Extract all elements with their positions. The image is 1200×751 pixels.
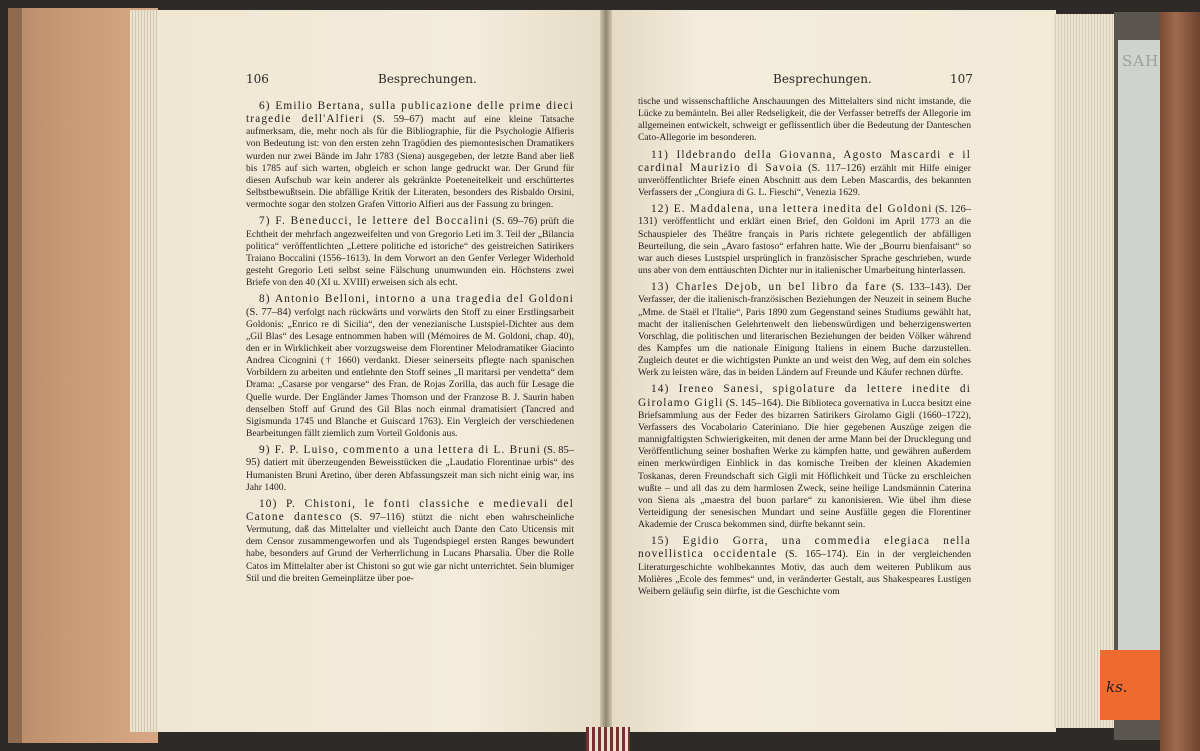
entry-text: verfolgt nach rückwärts und vorwärts den Stoff zu einer Erstlingsarbeit Goldonis: „Enrico re di Sicilia“, den der venezianische Lustspiel-Dichter aus dem „Gil Blas“ des Lesage entnommen haben will (Mémoires de M. Goldoni, chap. 40), den er in Wirklichkeit aber vorzugsweise dem Florentiner Melodramatiker Giacinto Andrea Cicognini († 1660) verdankt. Dieser seinerseits pflegte nach spanischen Vorbildern zu arbeiten und entlehnte den Stoff seines „Il maritarsi per vendetta“ dem Drama: „Casarse por vengarse“ des Fran. de Rojas Zorilla, das auch für Lesage die Quelle wurde. Der Engländer James Thomson und der Franzose B. J. Saurin haben denselben Stoff auf Grund des Gil Blas noch einmal dramatisiert (Tancred and Sigismunda 1745 und Blanche et Guiscard 1763). Ein Vergleich der verschiedenen Bearbeitungen fällt ziemlich zum Vorteil Goldonis aus. [246, 306, 574, 440]
bookmark-label: SAH [1122, 52, 1160, 70]
entry-text: Der Verfasser, der die italienisch-französischen Beziehungen der Neuzeit in seinem Buche „Mme. de Staël et l'Italie“, Paris 1890 zum Gegenstand seines Studiums gewählt hat, macht der italienischen Gelehrtenwelt den liebenswürdigen und beherzigenswerten Vorschlag, die politischen und literarischen Beziehungen der beiden Völker während des Kampfes um die nationale Einigung Italiens in einem Buche darzustellen. Zugleich deutet er die wichtigsten Punkte an und weist den Weg, auf dem ein solches Werk zu leisten wäre, das in beiden Ländern auf Freunde und Käufer rechnen dürfte. [638, 282, 971, 379]
bookmark-strip [1118, 40, 1160, 660]
entry-title: 15) Egidio Gorra, una commedia elegiaca nella novellistica occidentale [638, 535, 971, 561]
right-cover-edge [1160, 12, 1200, 751]
entry-pages: (S. 145–164). [725, 397, 784, 409]
left-page [158, 10, 604, 732]
entry-pages: (S. 85–95) [246, 445, 574, 469]
entry-paragraph [638, 149, 971, 200]
entry-pages: (S. 126–131) [638, 204, 971, 228]
continued-paragraph: tische und wissenschaftliche Anschauungen des Mittelalters sind nicht imstande, die Lücke zu bemänteln. Bei aller Redseligkeit, die der Verfasser betreffs der Allegorie im allgemeinen entwickelt, schweigt er geflissentlich über die Bedeutung der Danteschen Cato-Allegorie im besonderen. [638, 96, 971, 144]
entry-text: Ein in der vergleichenden Literaturgeschichte wohlbekanntes Motiv, das auch dem weiteren Publikum aus Molières „Ecole des femmes“ und, in veränderter Gestalt, aus Shakespeares Lustigen Weibern geläufig sein dürfte, ist die Geschichte vom [638, 549, 972, 597]
tab-handwriting: ks. [1106, 678, 1128, 696]
page-number: 107 [950, 72, 973, 86]
entry-title: 9) F. P. Luiso, commento a una lettera di L. Bruni [259, 444, 542, 457]
headband [586, 727, 630, 751]
entry-title: 11) Ildebrando della Giovanna, Agosto Mascardi e il cardinal Maurizio di Savoia [638, 148, 971, 174]
entry-text: datiert mit überzeugenden Beweisstücken die „Laudatio Florentinae urbis“ des Humanisten Bruni Aretino, über deren Abfassungszeit man sich nicht einig war, ins Jahr 1400. [246, 457, 574, 493]
entry-pages: (S. 165–174). [785, 549, 849, 561]
left-cover-edge [8, 8, 22, 743]
entry-text: macht auf eine kleine Tatsache aufmerksam, die, mehr noch als für die Bibliographie, für die Psychologie Alfieris von Bedeutung ist: von den ersten zehn Tragödien des piemontesischen Dramatikers wurden nur zwei Bände im Jahr 1783 (Siena) ausgegeben, der letzte Band aber ließ bis 1785 auf sich warten, obgleich er schon lange gedruckt war. Der Grund für diesen Aufschub war kein anderer als gekränkte Poeteneitelkeit und erschüttertes Selbstbewußtsein. Die abfällige Kritik der Literaten, besonders des Risbaldo Orsini, vermochte sogar den stolzen Grafen Vittorio Alfieri aus der Fassung zu bringen. [246, 114, 574, 211]
entry-title: 6) Emilio Bertana, sulla publicazione delle prime dieci tragedie dell'Alfieri [246, 100, 574, 126]
page-number: 106 [246, 72, 269, 86]
entry-text: Die Biblioteca governativa in Lucca besitzt eine Briefsammlung aus der Feder des bizarren Satirikers Girolamo Gigli (1660–1722), Verfassers des Vocabolario Cateriniano. Die hier gegebenen Auszüge zeigen die mannigfaltigsten Schwierigkeiten, mit denen der arme Mann bei der Drucklegung und Veröffentlichung seiner boshaften Werke zu kämpfen hatte, und gewähren außerdem einen merkwürdigen Einblick in das komische Treiben der kleinen Akademien Toskanas, deren Freundschaft sich Gigli mit Höflichkeit und Tücke zu erschleichen wußte – und all das zu dem harmlosen Zweck, seine heilige Landsmännin Caterina von Siena als „maestra del buon parlare“ zu kanonisieren. Wie übel ihm diese Verteidigung der senesischen Mundart und seine Ausfälle gegen die Florentiner Akademie der Crusca bekommen sind, dürfte bekannt sein. [638, 397, 971, 531]
running-header: Besprechungen. [773, 72, 872, 86]
entry-paragraph [638, 203, 971, 277]
entry-pages: (S. 97–116) [350, 512, 405, 523]
entry-text: erzählt mit Hilfe einiger unveröffentlichter Briefe einen Abschnitt aus dem Leben Mascardis, des bekannten Verfassers der „Congiura di G. L. Fieschi“, Venezia 1629. [638, 162, 972, 199]
entry-text: stützt die nicht eben wahrscheinliche Vermutung, daß das Mittelalter und vielleicht auch Dante den Cato Uticensis mit dem Censor zusammengeworfen und als Tugendspiegel ersten Ranges bewundert habe, besonders auf Grund der Verherrlichung in Lucans Pharsalia. Über die Rolle Catos im Mittelalter aber ist Chistoni so gut wie gar nicht unterrichtet. Sein blumiger Stil und die breiten Gemeinplätze über poe- [246, 512, 574, 584]
entry-paragraph [638, 383, 971, 531]
entry-title: 13) Charles Dejob, un bel libro da fare [651, 281, 888, 294]
entry-paragraph [246, 444, 574, 494]
entry-title: 14) Ireneo Sanesi, spigolature da lettere inedite di Girolamo Gigli [638, 383, 971, 409]
right-page-stack [1053, 14, 1115, 728]
entry-pages: (S. 77–84) [246, 306, 292, 318]
entry-paragraph [638, 281, 971, 379]
entry-text: prüft die Echtheit der mehrfach angezweifelten und von Gregorio Leti im 3. Teil der „Bilancia politica“ veröffentlichten „Lettere politiche ed istoriche“ des geistreichen Satirikers Traiano Boccalini (1556–1613). In dem Vorwort an den Genfer Verleger Widerhold gesteht Gregorio Leti selbst seine Fälschung unumwunden ein. Höchstens zwei Briefe von den 40 (XI u. XVIII) erweisen sich als echt. [246, 216, 574, 289]
entry-title: 7) F. Beneducci, le lettere del Boccalini [259, 215, 490, 228]
book-gutter [600, 10, 612, 732]
entry-pages: (S. 117–126) [808, 162, 866, 174]
body-text [638, 96, 971, 598]
entry-text: veröffentlicht und erklärt einen Brief, den Goldoni im April 1773 an die Schauspieler des Théâtre français in Paris richtete gelegentlich der abfälligen Beurteilung, die sein „Avaro fastoso“ erfahren hatte. Wie der „Bourru bienfaisant“ so war auch dieses Lustspiel ursprünglich in französischer Sprache geschrieben, wurde uns aber von dem enttäuschten Dichter nur in italienischer Umarbeitung hinterlassen. [638, 216, 971, 277]
entry-title: 12) E. Maddalena, una lettera inedita del Goldoni [651, 203, 933, 216]
body-text [246, 100, 574, 585]
entry-pages: (S. 69–76) [492, 216, 538, 228]
entry-paragraph [246, 293, 574, 440]
right-page [608, 10, 1056, 732]
entry-pages: (S. 59–67) [372, 114, 424, 126]
left-page-stack [130, 10, 160, 732]
entry-paragraph [246, 100, 574, 211]
entry-title: 8) Antonio Belloni, intorno a una tragedia del Goldoni [259, 293, 574, 306]
entry-paragraph [246, 498, 574, 585]
entry-title: 10) P. Chistoni, le fonti classiche e medievali del Catone dantesco [246, 497, 574, 523]
entry-pages: (S. 133–143). [891, 282, 952, 294]
entry-paragraph [638, 535, 971, 598]
running-header: Besprechungen. [378, 72, 477, 86]
entry-paragraph [246, 215, 574, 289]
